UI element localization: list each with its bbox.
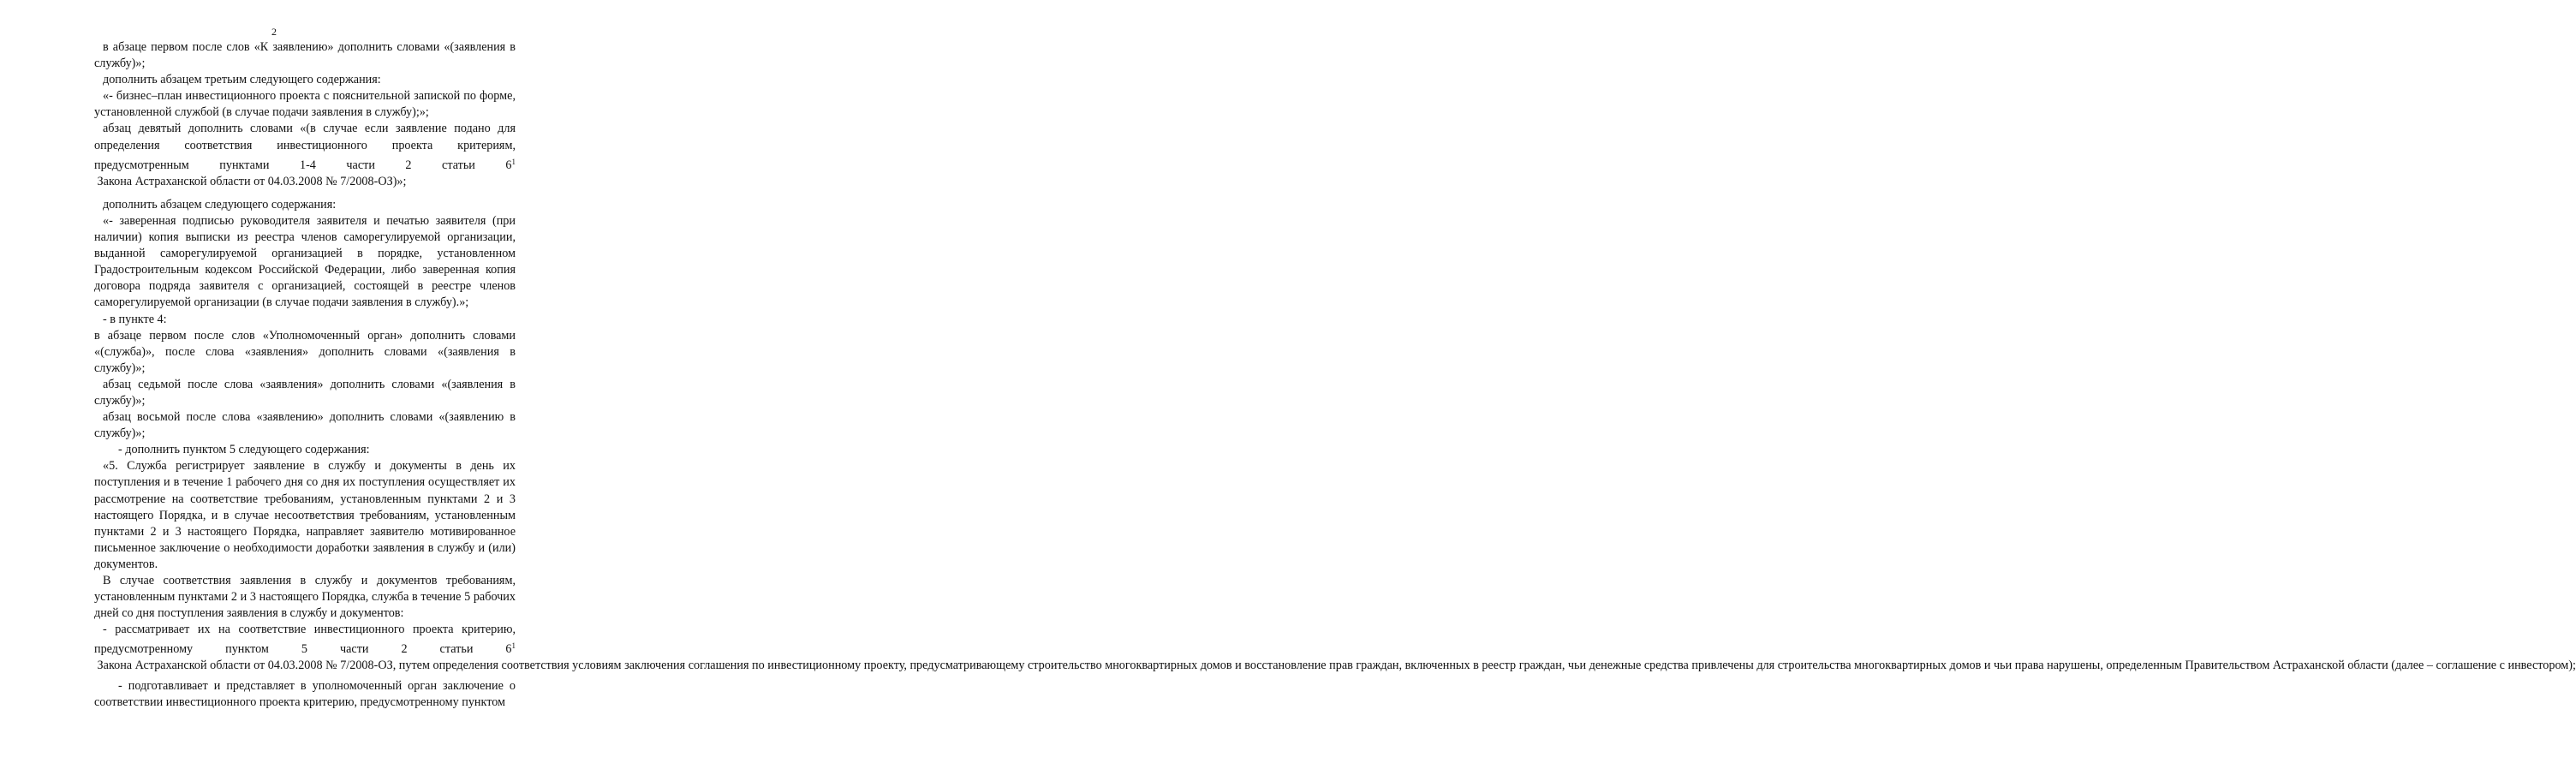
paragraph-text: Закона Астраханской области от 04.03.2008 № 7/2008-ОЗ)»; <box>94 174 407 188</box>
document-body <box>94 39 2576 711</box>
paragraph: дополнить абзацем третьим следующего содержания: <box>103 73 381 87</box>
paragraph-text: - рассматривает их на соответствие инвестиционного проекта критерию, предусмотренному пунктом 5 части 2 статьи 6 <box>94 623 516 657</box>
paragraph-text: Закона Астраханской области от 04.03.2008 № 7/2008-ОЗ, путем определения соответствия условиям заключения соглашения по инвестиционному проекту, предусматривающему строительство многоквартирных домов и восстановление прав граждан, включенных в реестр граждан, чьи денежные средства привлечены для строительства многоквартирных домов и чьи права нарушены, определенным Правительством Астраханской области (далее – соглашение с инвестором); <box>94 659 2576 673</box>
paragraph: «- заверенная подписью руководителя заявителя и печатью заявителя (при наличии) копия выписки из реестра членов саморегулируемой организации, выданной саморегулируемой организацией в порядке, установленном Градостроительным кодексом Российской Федерации, либо заверенная копия договора подряда заявителя с организацией, состоящей в реестре членов саморегулируемой организации (в случае подачи заявления в службу).»; <box>94 213 516 310</box>
page-number: 2 <box>271 26 277 38</box>
paragraph: - в пункте 4: <box>103 312 167 326</box>
superscript: 1 <box>511 641 516 651</box>
paragraph: «5. Служба регистрирует заявление в службу и документы в день их поступления и в течение 1 рабочего дня со дня их поступления осуществляет их рассмотрение на соответствие требованиям, установленным пунктами 2 и 3 настоящего Порядка, и в случае несоответствия требованиям, установленным пунктами 2 и 3 настоящего Порядка, направляет заявителю мотивированное письменное заключение о необходимости доработки заявления в службу и (или) документов. <box>94 459 516 571</box>
paragraph: - подготавливает и представляет в уполномоченный орган заключение о соответствии инвестиционного проекта критерию, предусмотренному пунктом <box>94 678 516 709</box>
paragraph: абзац седьмой после слова «заявления» дополнить словами «(заявления в службу)»; <box>94 377 516 408</box>
paragraph: В случае соответствия заявления в службу и документов требованиям, установленным пунктами 2 и 3 настоящего Порядка, служба в течение 5 рабочих дней со дня поступления заявления в службу и документов: <box>94 574 516 621</box>
paragraph: в абзаце первом после слов «К заявлению» дополнить словами «(заявления в службу)»; <box>94 40 516 71</box>
paragraph <box>94 121 516 189</box>
paragraph: «- бизнес–план инвестиционного проекта с пояснительной запиской по форме, установленной службой (в случае подачи заявления в службу);»; <box>94 89 516 120</box>
paragraph: в абзаце первом после слов «Уполномоченный орган» дополнить словами «(служба)», после слова «заявления» дополнить словами «(заявления в службу)»; <box>94 328 516 375</box>
paragraph-text: абзац девятый дополнить словами «(в случае если заявление подано для определения соответствия инвестиционного проекта критериям, предусмотренным пунктами 1-4 части 2 статьи 6 <box>94 122 516 172</box>
paragraph: - дополнить пунктом 5 следующего содержания: <box>118 443 370 457</box>
paragraph: дополнить абзацем следующего содержания: <box>103 197 337 212</box>
paragraph <box>94 622 2576 674</box>
paragraph: абзац восьмой после слова «заявлению» дополнить словами «(заявлению в службу)»; <box>94 410 516 441</box>
superscript: 1 <box>511 157 516 166</box>
